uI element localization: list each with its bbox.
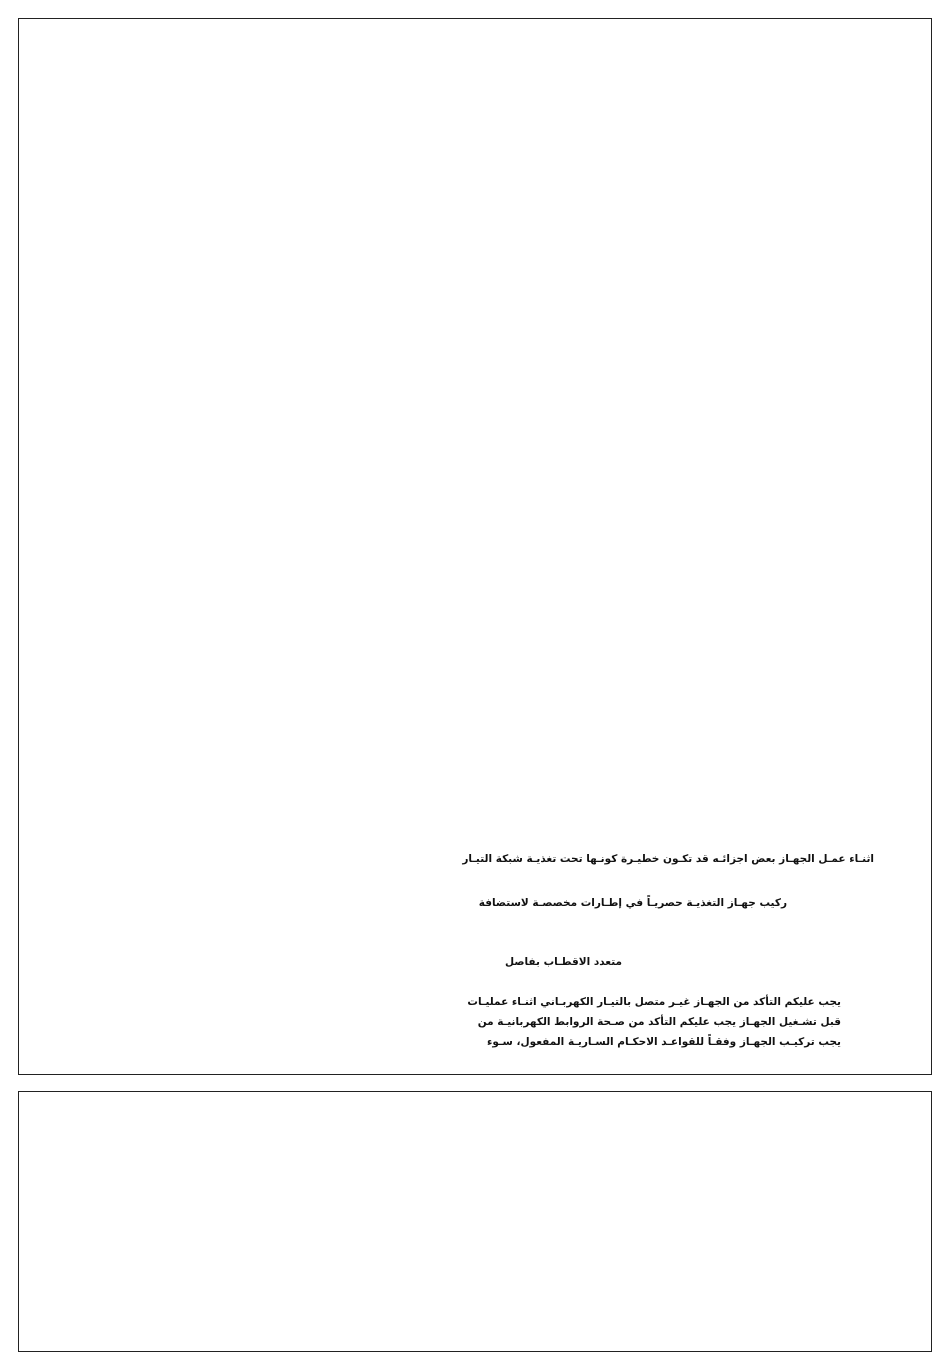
arabic-warning-text-block [19, 19, 933, 1076]
warning-line-4: يجب عليكم التأكد من الجهـاز غيـر متصل بالتيـار الكهربـاني اثنـاء عمليـات [467, 996, 841, 1008]
warning-line-6: يجب تركيـب الجهـاز وفقـاً للقواعـد الاحكـام السـاريـة المفعول، سـوء [487, 1036, 841, 1048]
warning-line-2: ركيب جهـاز التغذيـة حصريـاً في إطـارات مخصصـة لاستضافة [478, 897, 787, 909]
warning-line-1: اثنـاء عمـل الجهـاز بعض اجزائـه قد تكـون خطيـرة كونـها تحت تغذيـة شبكة التيـار [462, 853, 874, 865]
warning-line-3: متعدد الاقطـاب بفاصل [504, 956, 622, 968]
warning-line-5: قبل تشـغيل الجهـاز يجب عليكم التأكد من صـحة الروابط الكهربانيـة من [477, 1016, 841, 1028]
top-page-frame [18, 18, 932, 1075]
bottom-page-frame [18, 1091, 932, 1352]
